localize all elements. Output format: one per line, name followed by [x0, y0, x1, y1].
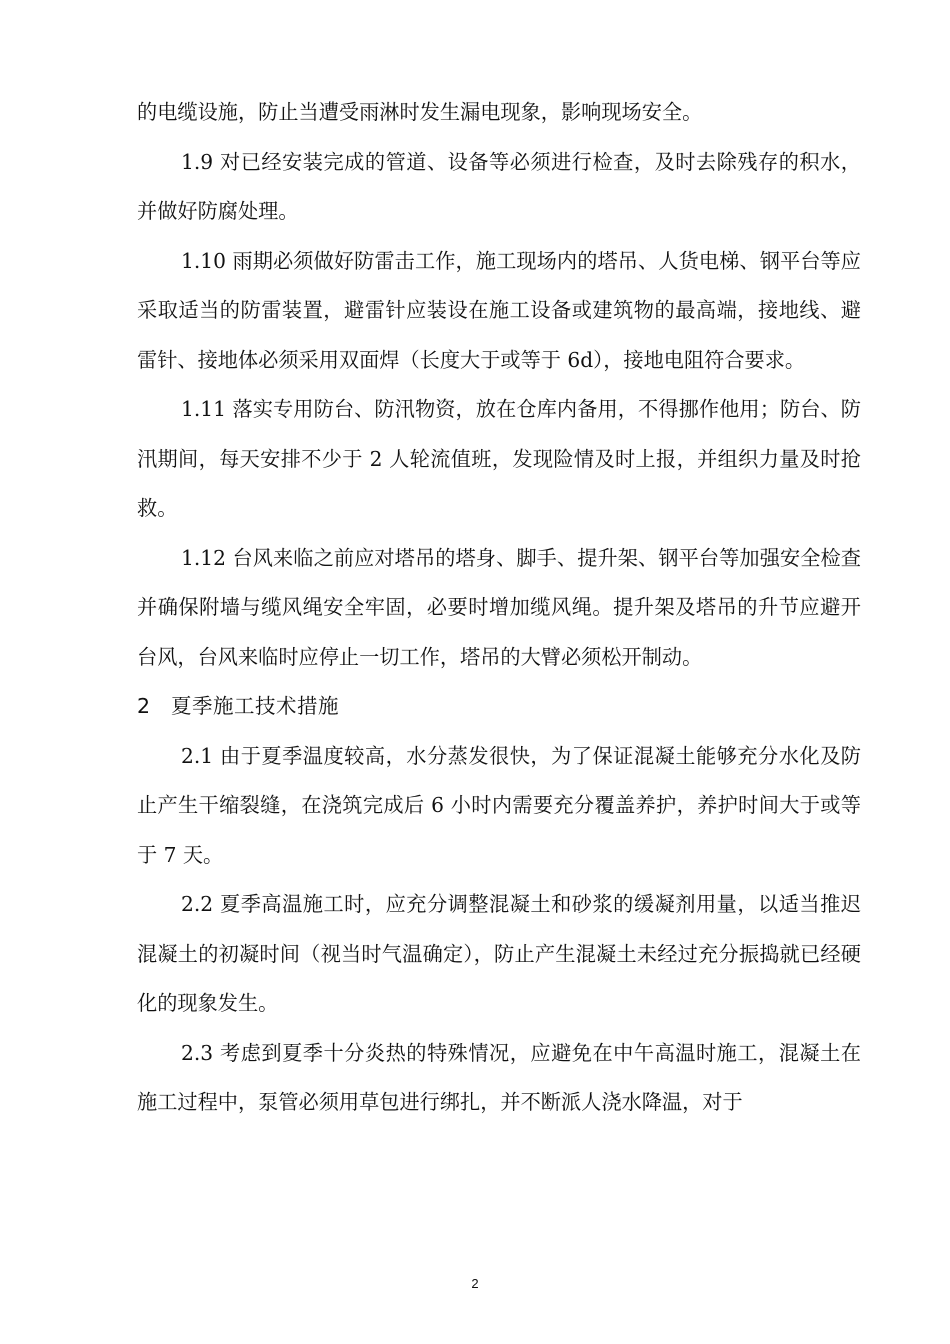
paragraph-1-9: 1.9 对已经安装完成的管道、设备等必须进行检查，及时去除残存的积水，并做好防腐处理。 [137, 149, 861, 223]
paragraph-2-1: 2.1 由于夏季温度较高，水分蒸发很快，为了保证混凝土能够充分水化及防止产生干缩裂缝，在浇筑完成后 6 小时内需要充分覆盖养护，养护时间大于或等于 7 天。 [137, 743, 861, 867]
document-body [137, 88, 861, 1128]
paragraph-1-10: 1.10 雨期必须做好防雷击工作，施工现场内的塔吊、人货电梯、钢平台等应采取适当的防雷装置，避雷针应装设在施工设备或建筑物的最高端，接地线、避雷针、接地体必须采用双面焊（长度大于或等于 6d），接地电阻符合要求。 [137, 248, 861, 372]
paragraph-2-2: 2.2 夏季高温施工时，应充分调整混凝土和砂浆的缓凝剂用量，以适当推迟混凝土的初凝时间（视当时气温确定），防止产生混凝土未经过充分振捣就已经硬化的现象发生。 [137, 892, 861, 1015]
paragraph-cable-safety: 的电缆设施，防止当遭受雨淋时发生漏电现象，影响现场安全。 [137, 100, 703, 124]
page-number: 2 [471, 1276, 479, 1291]
section-heading [137, 682, 861, 732]
paragraph-2-3: 2.3 考虑到夏季十分炎热的特殊情况，应避免在中午高温时施工，混凝土在施工过程中，泵管必须用草包进行绑扎，并不断派人浇水降温，对于 [137, 1040, 861, 1114]
paragraph-1-12: 1.12 台风来临之前应对塔吊的塔身、脚手、提升架、钢平台等加强安全检查并确保附墙与缆风绳安全牢固，必要时增加缆风绳。提升架及塔吊的升节应避开台风，台风来临时应停止一切工作，塔吊的大臂必须松开制动。 [137, 545, 861, 669]
paragraph-1-11: 1.11 落实专用防台、防汛物资，放在仓库内备用，不得挪作他用；防台、防汛期间，每天安排不少于 2 人轮流值班，发现险情及时上报，并组织力量及时抢救。 [137, 397, 861, 520]
section-heading-title: 夏季施工技术措施 [171, 694, 339, 718]
section-heading-number: 2 [137, 694, 151, 718]
